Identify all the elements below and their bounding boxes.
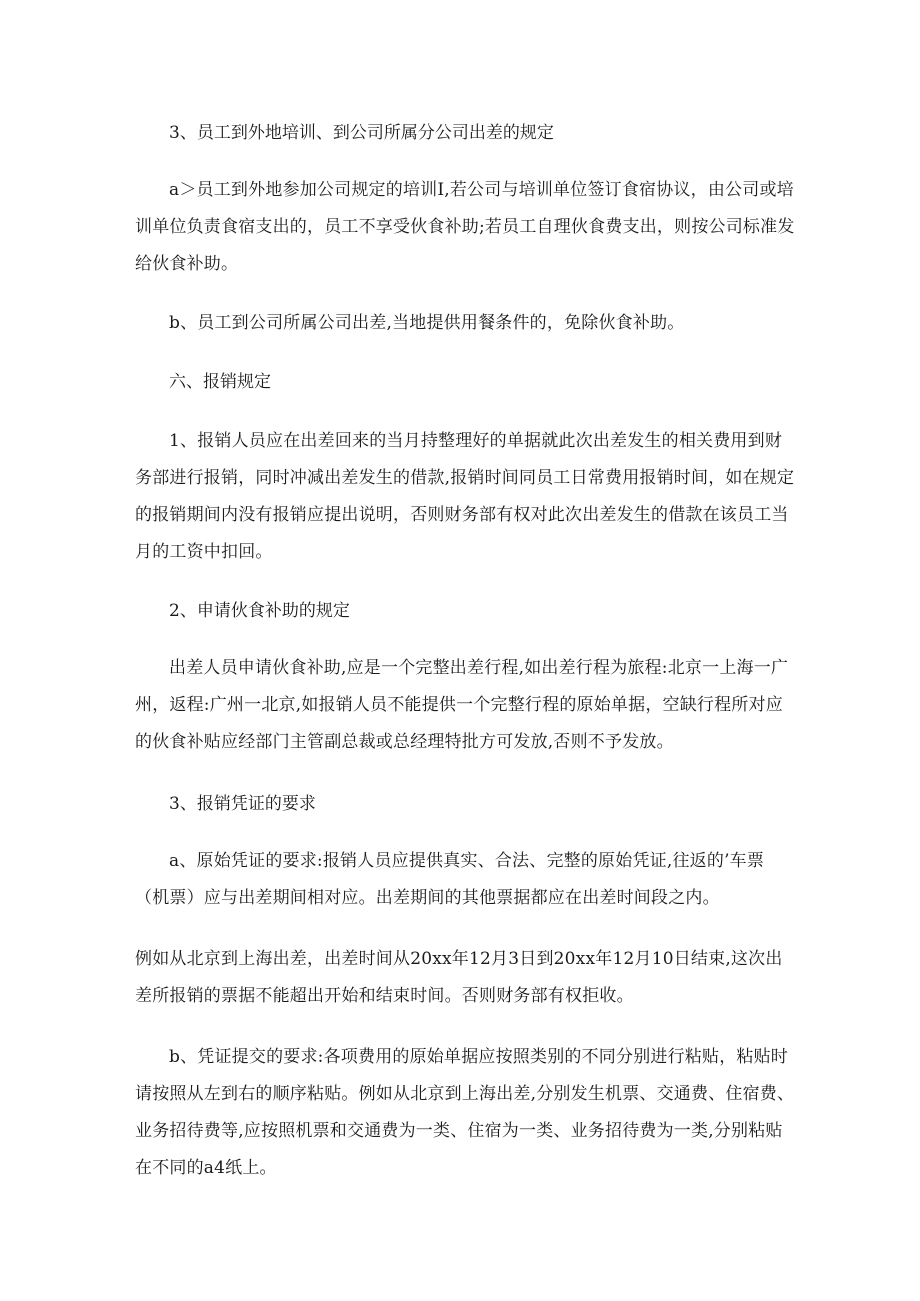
section-heading-meal-allowance: 2、申请伙食补助的规定 — [169, 601, 350, 621]
section-heading-reimbursement: 六、报销规定 — [169, 372, 271, 392]
paragraph-reimbursement-timing: 1、报销人员应在出差回来的当月持整理好的单据就此次出差发生的相关费用到财务部进行报销，同时冲减出差发生的借款,报销时间同员工日常费用报销时间，如在规定的报销期间内没有报销应提出说明，否则财务部有权对此次出差发生的借款在该员工当月的工资中扣回。 — [135, 431, 795, 562]
section-heading-voucher-requirements: 3、报销凭证的要求 — [169, 794, 316, 814]
section-heading-training-travel: 3、员工到外地培训、到公司所属分公司出差的规定 — [169, 123, 554, 143]
paragraph-training-meals: a＞员工到外地参加公司规定的培训I,若公司与培训单位签订食宿协议，由公司或培训单位负责食宿支出的，员工不享受伙食补助;若员工自理伙食费支出，则按公司标准发给伙食补助。 — [135, 180, 795, 274]
paragraph-example-dates: 例如从北京到上海出差，出差时间从20xx年12月3日到20xx年12月10日结束,这次出差所报销的票据不能超出开始和结束时间。否则财务部有权拒收。 — [135, 949, 783, 1006]
paragraph-meal-allowance-rules: 出差人员申请伙食补助,应是一个完整出差行程,如出差行程为旅程:北京一上海一广州，返程:广州一北京,如报销人员不能提供一个完整行程的原始单据，空缺行程所对应的伙食补贴应经部门主管副总裁或总经理特批方可发放,否则不予发放。 — [135, 658, 789, 752]
paragraph-voucher-submission: b、凭证提交的要求:各项费用的原始单据应按照类别的不同分别进行粘贴，粘贴时请按照从左到右的顺序粘贴。例如从北京到上海出差,分别发生机票、交通费、住宿费、业务招待费等,应按照机票和交通费为一类、住宿为一类、业务招待费为一类,分别粘贴在不同的a4纸上。 — [135, 1047, 795, 1178]
paragraph-branch-travel: b、员工到公司所属公司出差,当地提供用餐条件的，免除伙食补助。 — [169, 313, 685, 333]
paragraph-original-voucher: a、原始凭证的要求:报销人员应提供真实、合法、完整的原始凭证,往返的’车票（机票）应与出差期间相对应。出差期间的其他票据都应在出差时间段之内。 — [135, 851, 765, 908]
